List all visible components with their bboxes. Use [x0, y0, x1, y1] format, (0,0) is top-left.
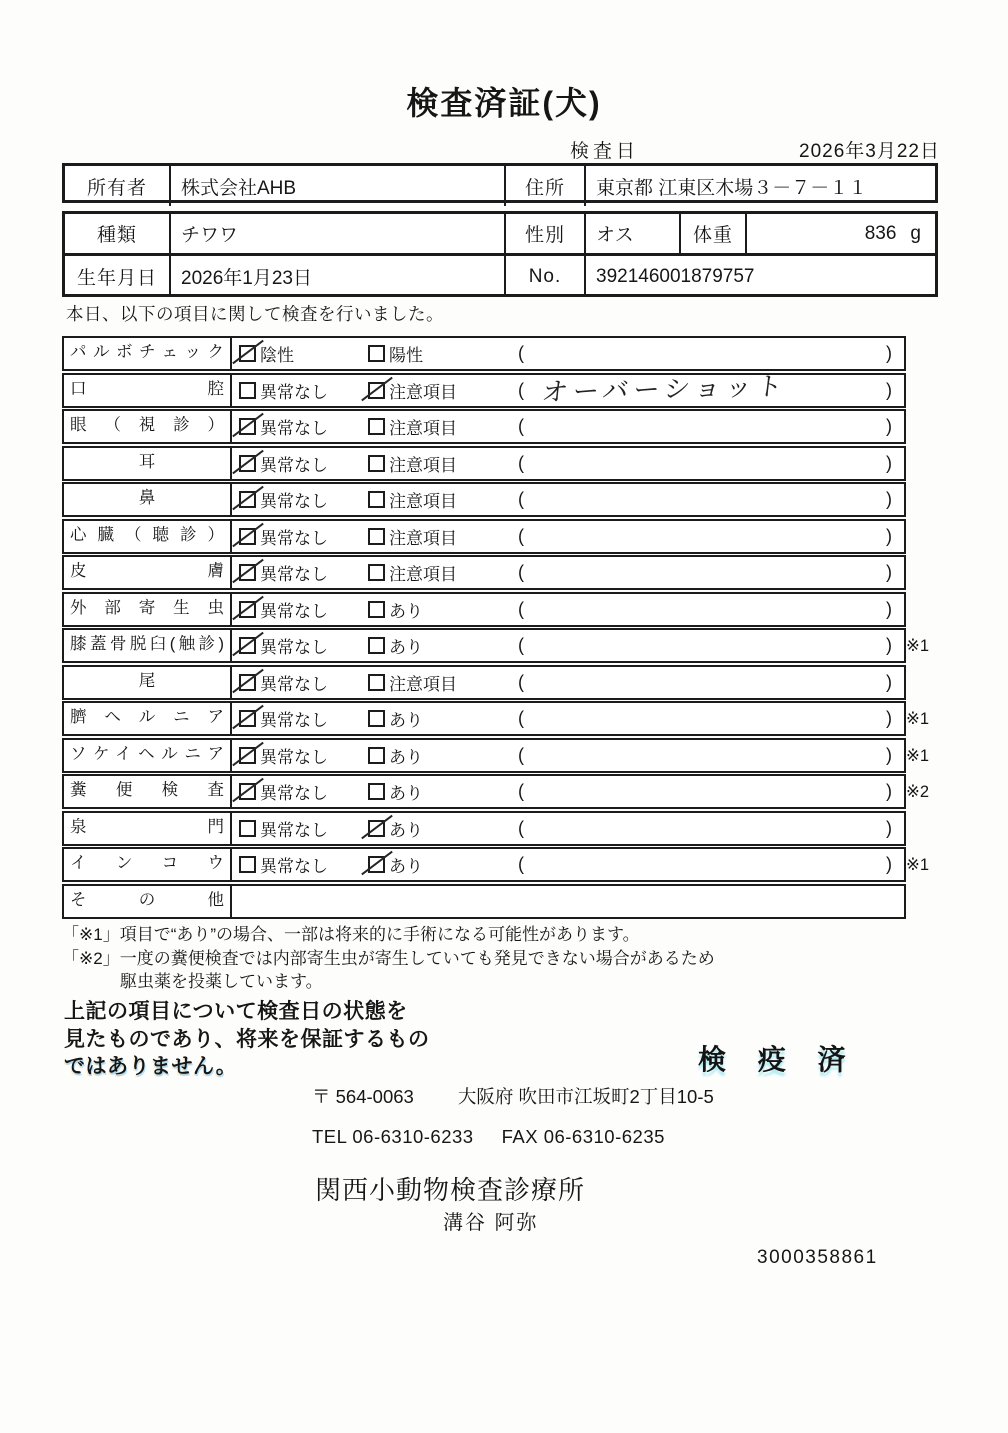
owner-table: [62, 163, 938, 203]
item-label: 膝蓋骨脱臼(触診): [64, 630, 232, 661]
checkbox: [368, 455, 385, 472]
item-label: 泉門: [64, 813, 232, 844]
checkbox: [368, 491, 385, 508]
item-label: 尾: [64, 667, 232, 698]
checkbox: [368, 710, 385, 727]
checkbox: [239, 455, 256, 472]
item-label: 糞便検査: [64, 776, 232, 807]
checkbox: [368, 528, 385, 545]
checkbox: [239, 491, 256, 508]
owner-value: 株式会社AHB: [171, 166, 506, 206]
checkbox: [239, 345, 256, 362]
table-row-parvo: パルボチェック 陰性 陽性 ( ): [62, 336, 906, 371]
checkbox: [368, 601, 385, 618]
page-title: 検査済証(犬): [406, 85, 602, 121]
quarantine-stamp: 検 疫 済: [698, 1044, 858, 1075]
sex-value: オス: [586, 214, 681, 253]
checkbox: [239, 528, 256, 545]
table-row-umbilical-hernia: 臍ヘルニア 異常なし あり ( ) ※1: [62, 701, 906, 736]
item-label: インコウ: [64, 849, 232, 880]
footnote-2-cont: 駆虫薬を投薬しています。: [120, 972, 323, 991]
checkbox: [368, 637, 385, 654]
footnote-marker: ※2: [906, 783, 930, 801]
inspection-date-row: [62, 136, 940, 162]
footnotes: [62, 923, 942, 994]
checkbox: [239, 783, 256, 800]
table-row-skin: 皮膚 異常なし 注意項目 ( ): [62, 555, 906, 590]
clinic-name: 関西小動物検査診療所: [315, 1175, 586, 1205]
weight-label: 体重: [681, 214, 747, 253]
breed-value: チワワ: [171, 214, 506, 253]
footnote-marker: ※1: [906, 856, 930, 874]
table-row-tail: 尾 異常なし 注意項目 ( ): [62, 665, 906, 700]
exam-items-table: [62, 336, 930, 919]
table-row-nose: 鼻 異常なし 注意項目 ( ): [62, 482, 906, 517]
pet-table: [62, 211, 938, 297]
footnote-2: 「※2」一度の糞便検査では内部寄生虫が寄生していても発見できない場合があるため: [62, 948, 715, 968]
item-label: 口腔: [64, 375, 232, 406]
breed-label: 種類: [65, 214, 171, 253]
checkbox: [368, 382, 385, 399]
checkbox: [368, 564, 385, 581]
address-value: 東京都 江東区木場３－７－１１: [596, 177, 868, 199]
intro-text: 本日、以下の項目に関して検査を行いました。: [66, 304, 444, 324]
footnote-1: 「※1」項目で“あり”の場合、一部は将来的に手術になる可能性があります。: [62, 925, 640, 944]
sex-label: 性別: [506, 214, 586, 253]
clinic-fax: FAX 06-6310-6235: [501, 1126, 665, 1147]
item-label: 鼻: [64, 484, 232, 515]
table-row-heart: 心臓（聴診） 異常なし 注意項目 ( ): [62, 519, 906, 554]
address-label: 住所: [506, 166, 586, 206]
no-value: 392146001879757: [596, 265, 755, 287]
table-row-eyes: 眼（視診） 異常なし 注意項目 ( ): [62, 409, 906, 444]
item-label: その他: [64, 886, 232, 917]
serial-number: 3000358861: [757, 1247, 878, 1268]
checkbox: [368, 820, 385, 837]
table-row-mouth: 口腔 異常なし 注意項目 ( オーバーショット ): [62, 373, 906, 408]
item-label: ソケイヘルニア: [64, 740, 232, 771]
checkbox: [239, 418, 256, 435]
birth-value: 2026年1月23日: [171, 256, 506, 297]
item-label: 眼（視診）: [64, 411, 232, 442]
checkbox: [368, 674, 385, 691]
checkbox: [368, 418, 385, 435]
item-label: 皮膚: [64, 557, 232, 588]
checkbox: [239, 856, 256, 873]
table-row-inguinal-hernia: ソケイヘルニア 異常なし あり ( ) ※1: [62, 738, 906, 773]
checkbox: [239, 747, 256, 764]
table-row-ears: 耳 異常なし 注意項目 ( ): [62, 446, 906, 481]
checkbox: [368, 856, 385, 873]
footnote-marker: ※1: [906, 637, 930, 655]
weight-value: 836 g: [864, 222, 921, 244]
table-row-cryptorchidism: インコウ 異常なし あり ( ) ※1: [62, 847, 906, 882]
checkbox: [239, 674, 256, 691]
postal-code: 〒 564-0063: [312, 1086, 414, 1107]
table-row-other: [62, 884, 906, 919]
veterinarian-name: 溝谷 阿弥: [443, 1212, 539, 1234]
item-label: 耳: [64, 448, 232, 479]
checkbox: [368, 345, 385, 362]
checkbox: [239, 601, 256, 618]
checkbox: [368, 747, 385, 764]
table-row-ectoparasite: 外部寄生虫 異常なし あり ( ): [62, 592, 906, 627]
inspection-date-value: 2026年3月22日: [799, 141, 940, 162]
item-label: 外部寄生虫: [64, 594, 232, 625]
checkbox: [239, 382, 256, 399]
item-label: 心臓（聴診）: [64, 521, 232, 552]
table-row-fecal-exam: 糞便検査 異常なし あり ( ) ※2: [62, 774, 906, 809]
footnote-marker: ※1: [906, 710, 930, 728]
owner-label: 所有者: [65, 166, 171, 206]
birth-label: 生年月日: [65, 256, 171, 297]
checkbox: [368, 783, 385, 800]
clinic-address-line: [312, 1083, 714, 1109]
checkbox: [239, 637, 256, 654]
checkbox: [239, 710, 256, 727]
clinic-contact-line: [312, 1126, 665, 1148]
checkbox: [239, 564, 256, 581]
table-row-patella: 膝蓋骨脱臼(触診) 異常なし あり ( ) ※1: [62, 628, 906, 663]
item-label: パルボチェック: [64, 338, 232, 369]
clinic-address: 大阪府 吹田市江坂町2丁目10-5: [457, 1086, 714, 1107]
inspection-date-label: 検査日: [570, 141, 640, 162]
no-label: No.: [506, 256, 586, 297]
weight-unit: g: [910, 222, 921, 244]
table-row-fontanelle: 泉門 異常なし あり ( ): [62, 811, 906, 846]
disclaimer: 上記の項目について検査日の状態を 見たものであり、将来を保証するもの ではありません。: [64, 1000, 430, 1078]
clinic-tel: TEL 06-6310-6233: [312, 1126, 474, 1147]
checkbox: [239, 820, 256, 837]
footnote-marker: ※1: [906, 746, 930, 765]
handwritten-note: オーバーショット: [540, 370, 790, 407]
item-label: 臍ヘルニア: [64, 703, 232, 734]
